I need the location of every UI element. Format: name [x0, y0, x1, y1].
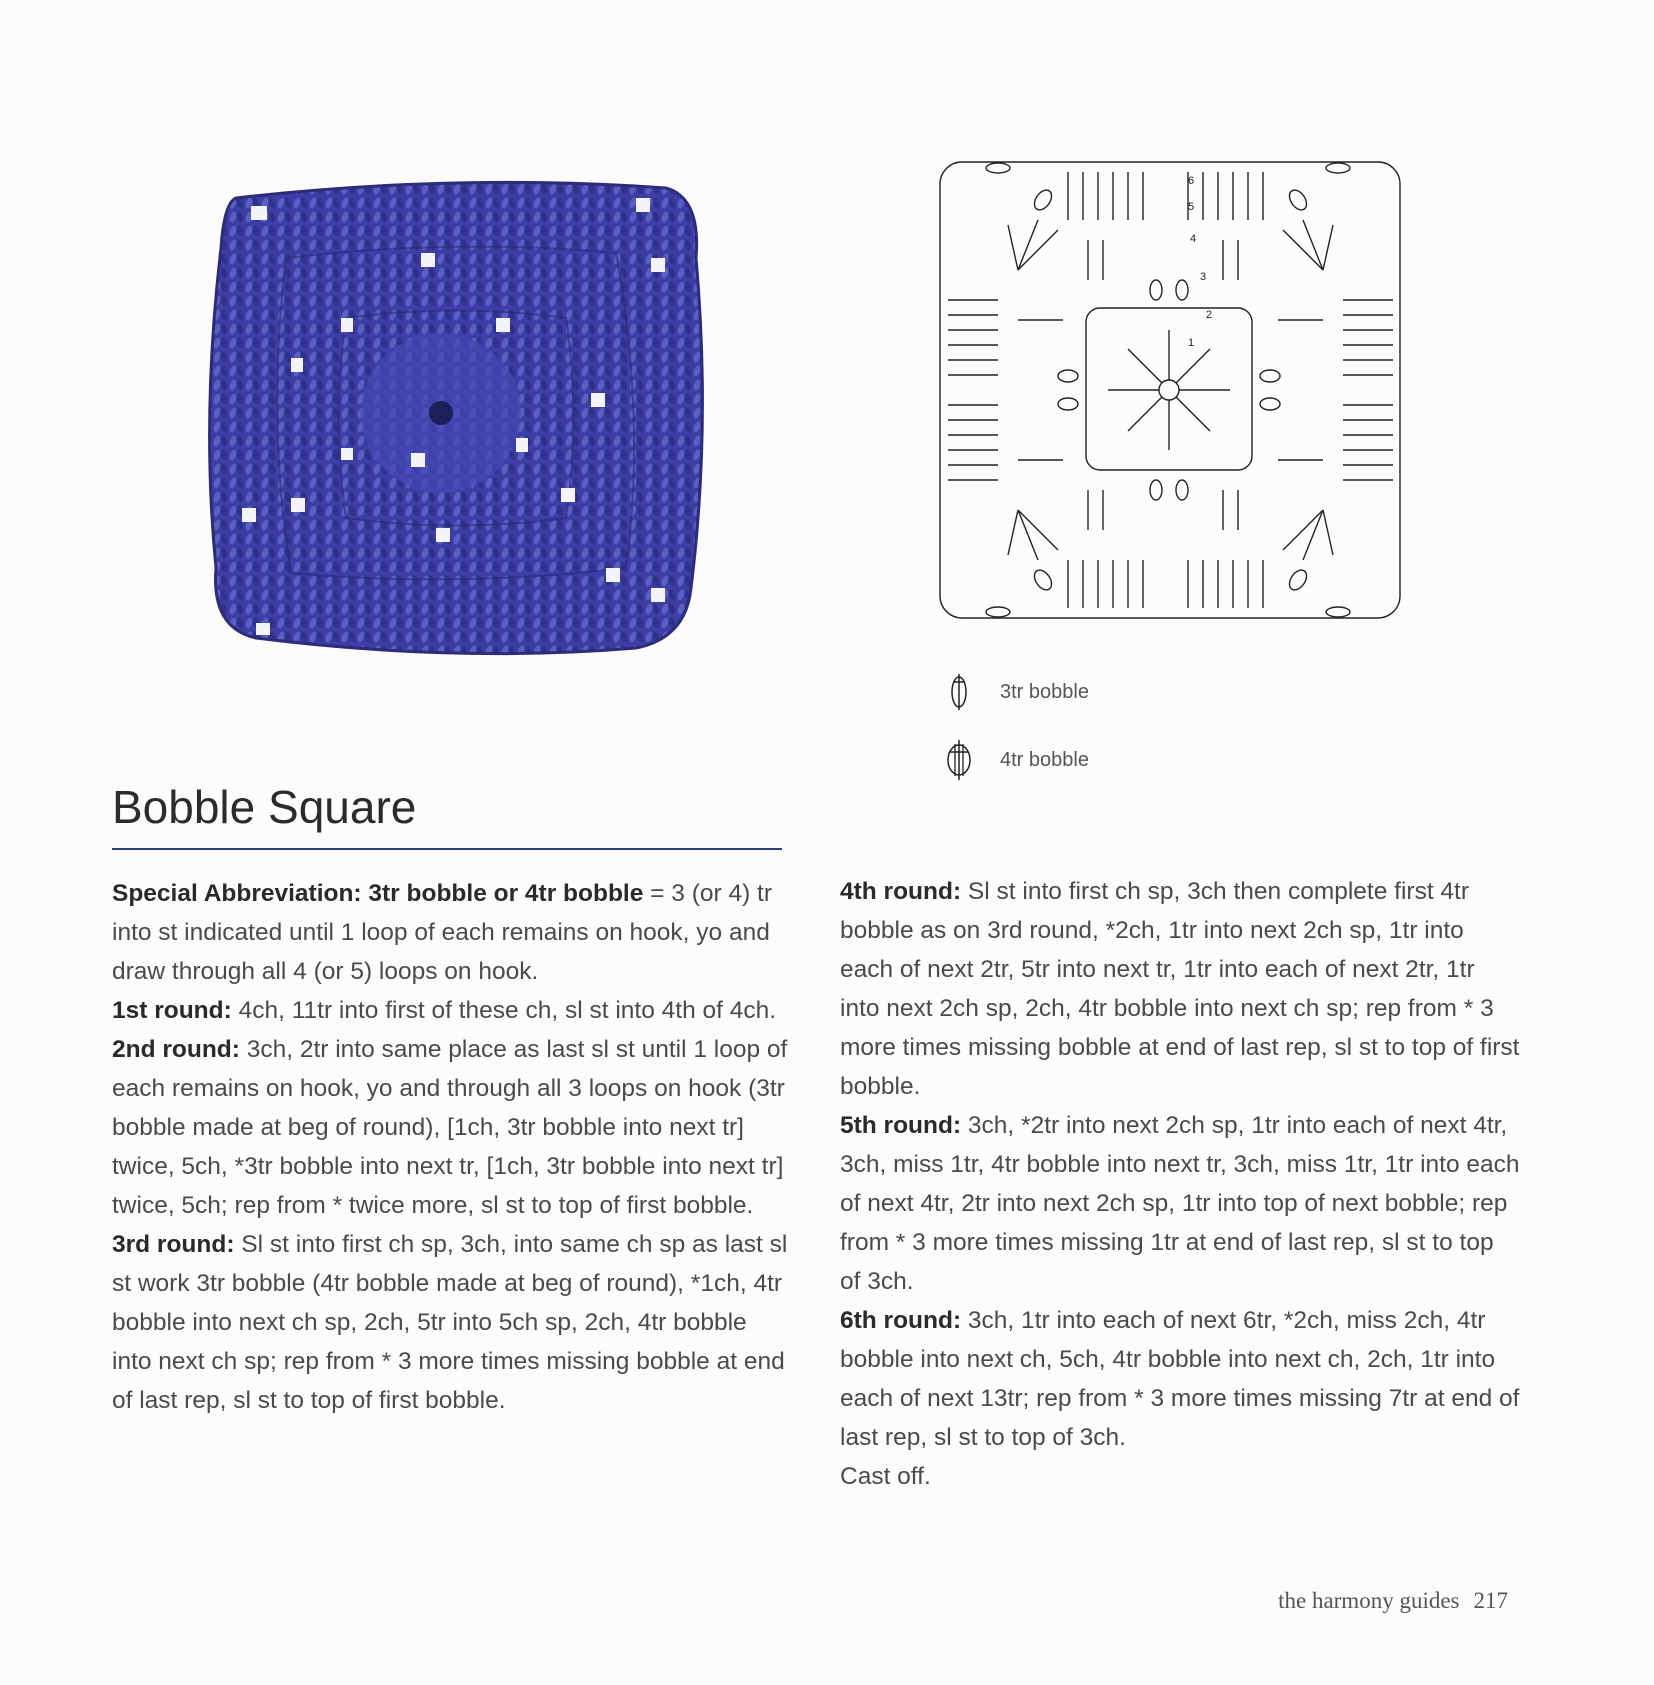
paragraph-heading: 2nd round:	[112, 1036, 240, 1063]
title-underline	[112, 848, 782, 850]
paragraph-heading: 4th round:	[840, 878, 962, 905]
paragraph-text: 3ch, *2tr into next 2ch sp, 1tr into each of next 4tr, 3ch, miss 1tr, 4tr bobble into next tr, 3ch, miss 1tr, 1tr into each of next 4tr, 2tr into next 2ch sp, 1tr into top of next bobble; rep from * 3 more times missing 1tr at end of last rep, sl st to top of 3ch.	[840, 1112, 1520, 1295]
paragraph-heading: Special Abbreviation: 3tr bobble or 4tr bobble	[112, 880, 644, 907]
instruction-paragraph	[112, 1225, 792, 1420]
crochet-square-photo	[196, 168, 716, 668]
3tr-bobble-icon	[944, 670, 974, 714]
paragraph-text: Sl st into first ch sp, 3ch, into same ch sp as last sl st work 3tr bobble (4tr bobble made at beg of round), *1ch, 4tr bobble into next ch sp, 2ch, 5tr into 5ch sp, 2ch, 4tr bobble into next ch sp; rep from * 3 more times missing bobble at end of last rep, sl st to top of first bobble.	[112, 1231, 788, 1414]
round-label-5: 5	[1188, 201, 1195, 213]
instruction-paragraph	[112, 991, 792, 1030]
round-label-1: 1	[1188, 337, 1195, 349]
paragraph-heading: 6th round:	[840, 1307, 962, 1334]
instructions-right-column	[840, 872, 1520, 1496]
paragraph-text: Sl st into first ch sp, 3ch then complete first 4tr bobble as on 3rd round, *2ch, 1tr into next 2ch sp, 1tr into each of next 2tr, 5tr into next tr, 1tr into each of next 2tr, 1tr into next 2ch sp, 2ch, 4tr bobble into next ch sp; rep from * 3 more times missing bobble at end of last rep, sl st to top of first bobble.	[840, 878, 1520, 1100]
instructions-left-column	[112, 874, 792, 1420]
instruction-paragraph	[840, 1457, 1520, 1496]
legend-4tr-bobble	[944, 738, 1089, 782]
round-label-3: 3	[1200, 271, 1207, 283]
legend-label: 3tr bobble	[1000, 680, 1089, 703]
page-number: 217	[1473, 1588, 1508, 1613]
page-footer	[1278, 1588, 1508, 1614]
footer-book-title: the harmony guides	[1278, 1588, 1460, 1613]
instruction-paragraph	[112, 874, 792, 991]
crochet-chart-diagram	[938, 160, 1406, 622]
paragraph-heading: 5th round:	[840, 1112, 962, 1139]
page-title: Bobble Square	[112, 781, 417, 833]
4tr-bobble-icon	[944, 738, 974, 782]
round-label-6: 6	[1188, 175, 1195, 187]
paragraph-heading: 3rd round:	[112, 1231, 235, 1258]
paragraph-text: Cast off.	[840, 1463, 931, 1490]
legend-label: 4tr bobble	[1000, 748, 1089, 771]
instruction-paragraph	[840, 1301, 1520, 1457]
paragraph-heading: 1st round:	[112, 997, 232, 1024]
round-label-2: 2	[1206, 309, 1213, 321]
round-label-4: 4	[1190, 233, 1197, 245]
paragraph-text: 3ch, 1tr into each of next 6tr, *2ch, miss 2ch, 4tr bobble into next ch, 5ch, 4tr bobble into next ch, 2ch, 1tr into each of next 13tr; rep from * 3 more times missing 7tr at end of last rep, sl st to top of 3ch.	[840, 1307, 1520, 1451]
paragraph-text: = 3 (or 4) tr into st indicated until 1 loop of each remains on hook, yo and draw through all 4 (or 5) loops on hook.	[112, 880, 773, 985]
instruction-paragraph	[840, 1106, 1520, 1301]
instruction-paragraph	[112, 1030, 792, 1225]
legend-3tr-bobble	[944, 670, 1089, 714]
instruction-paragraph	[840, 872, 1520, 1106]
paragraph-text: 4ch, 11tr into first of these ch, sl st into 4th of 4ch.	[231, 997, 777, 1024]
paragraph-text: 3ch, 2tr into same place as last sl st until 1 loop of each remains on hook, yo and through all 3 loops on hook (3tr bobble made at beg of round), [1ch, 3tr bobble into next tr] twice, 5ch, *3tr bobble into next tr, [1ch, 3tr bobble into next tr] twice, 5ch; rep from * twice more, sl st to top of first bobble.	[112, 1036, 788, 1219]
